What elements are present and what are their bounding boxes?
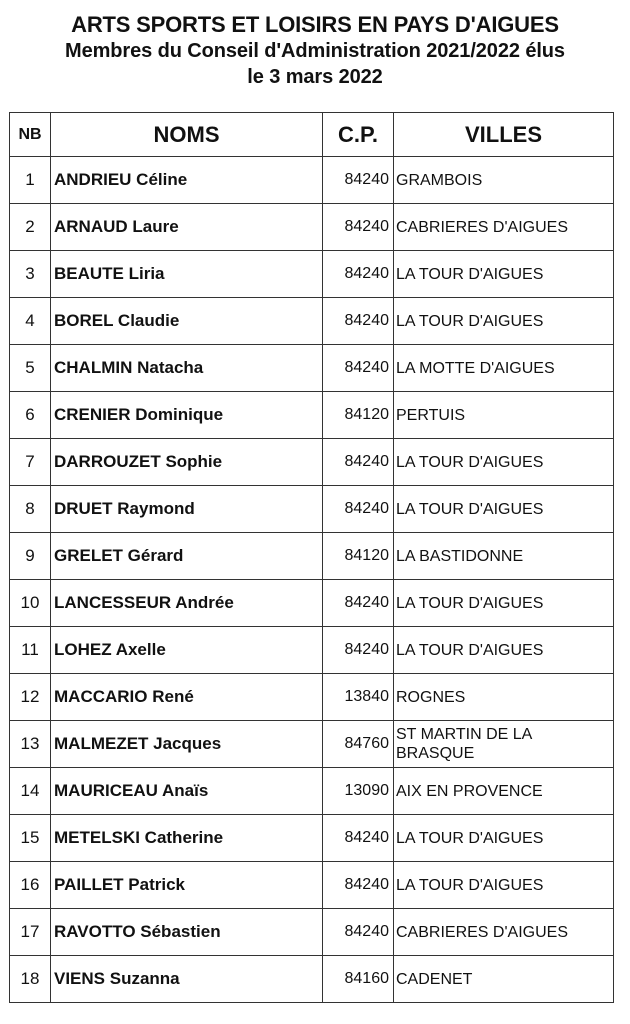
row-nom: DRUET Raymond bbox=[51, 486, 323, 533]
row-nb: 9 bbox=[10, 533, 51, 580]
header-noms: NOMS bbox=[51, 113, 323, 157]
table-row bbox=[10, 204, 614, 251]
row-ville: LA TOUR D'AIGUES bbox=[394, 580, 614, 627]
row-cp: 84240 bbox=[323, 345, 394, 392]
row-nom: METELSKI Catherine bbox=[51, 815, 323, 862]
table-row bbox=[10, 392, 614, 439]
row-ville: AIX EN PROVENCE bbox=[394, 768, 614, 815]
row-nom: BEAUTE Liria bbox=[51, 251, 323, 298]
row-cp: 84240 bbox=[323, 204, 394, 251]
row-nom: VIENS Suzanna bbox=[51, 956, 323, 1003]
row-cp: 84240 bbox=[323, 580, 394, 627]
header-villes: VILLES bbox=[394, 113, 614, 157]
row-cp: 84240 bbox=[323, 486, 394, 533]
row-ville: CABRIERES D'AIGUES bbox=[394, 909, 614, 956]
row-cp: 84120 bbox=[323, 392, 394, 439]
table-row bbox=[10, 533, 614, 580]
row-ville: LA TOUR D'AIGUES bbox=[394, 251, 614, 298]
row-nom: MALMEZET Jacques bbox=[51, 721, 323, 768]
row-ville: LA TOUR D'AIGUES bbox=[394, 486, 614, 533]
row-nb: 7 bbox=[10, 439, 51, 486]
row-cp: 84240 bbox=[323, 298, 394, 345]
row-ville: PERTUIS bbox=[394, 392, 614, 439]
row-nb: 8 bbox=[10, 486, 51, 533]
row-ville: CADENET bbox=[394, 956, 614, 1003]
row-nb: 11 bbox=[10, 627, 51, 674]
table-row bbox=[10, 768, 614, 815]
table-row bbox=[10, 580, 614, 627]
table-row bbox=[10, 909, 614, 956]
row-nb: 5 bbox=[10, 345, 51, 392]
table-row bbox=[10, 298, 614, 345]
row-ville: LA TOUR D'AIGUES bbox=[394, 627, 614, 674]
row-ville: LA TOUR D'AIGUES bbox=[394, 439, 614, 486]
row-nom: CRENIER Dominique bbox=[51, 392, 323, 439]
header-cp: C.P. bbox=[323, 113, 394, 157]
row-nb: 10 bbox=[10, 580, 51, 627]
row-nb: 17 bbox=[10, 909, 51, 956]
row-cp: 84240 bbox=[323, 627, 394, 674]
row-nb: 3 bbox=[10, 251, 51, 298]
table-header-row bbox=[10, 113, 614, 157]
table-row bbox=[10, 251, 614, 298]
table-row bbox=[10, 439, 614, 486]
table-row bbox=[10, 157, 614, 204]
row-nom: MAURICEAU Anaïs bbox=[51, 768, 323, 815]
row-nom: GRELET Gérard bbox=[51, 533, 323, 580]
row-nom: DARROUZET Sophie bbox=[51, 439, 323, 486]
row-cp: 84240 bbox=[323, 251, 394, 298]
table-row bbox=[10, 956, 614, 1003]
row-nb: 14 bbox=[10, 768, 51, 815]
table-row bbox=[10, 815, 614, 862]
row-nb: 16 bbox=[10, 862, 51, 909]
row-ville: CABRIERES D'AIGUES bbox=[394, 204, 614, 251]
table-row bbox=[10, 721, 614, 768]
table-row bbox=[10, 627, 614, 674]
row-nom: CHALMIN Natacha bbox=[51, 345, 323, 392]
row-nom: LOHEZ Axelle bbox=[51, 627, 323, 674]
row-cp: 84240 bbox=[323, 439, 394, 486]
row-ville: GRAMBOIS bbox=[394, 157, 614, 204]
table-row bbox=[10, 674, 614, 721]
row-nb: 6 bbox=[10, 392, 51, 439]
row-nb: 13 bbox=[10, 721, 51, 768]
row-ville: ROGNES bbox=[394, 674, 614, 721]
row-cp: 13090 bbox=[323, 768, 394, 815]
row-nom: LANCESSEUR Andrée bbox=[51, 580, 323, 627]
row-ville: LA TOUR D'AIGUES bbox=[394, 298, 614, 345]
row-nb: 18 bbox=[10, 956, 51, 1003]
row-cp: 13840 bbox=[323, 674, 394, 721]
row-ville: LA BASTIDONNE bbox=[394, 533, 614, 580]
document-subtitle-line2: le 3 mars 2022 bbox=[247, 66, 383, 88]
row-ville: LA MOTTE D'AIGUES bbox=[394, 345, 614, 392]
row-ville: ST MARTIN DE LA BRASQUE bbox=[394, 721, 614, 768]
row-nom: BOREL Claudie bbox=[51, 298, 323, 345]
row-nom: MACCARIO René bbox=[51, 674, 323, 721]
row-nom: ANDRIEU Céline bbox=[51, 157, 323, 204]
row-nb: 1 bbox=[10, 157, 51, 204]
row-nb: 4 bbox=[10, 298, 51, 345]
row-cp: 84240 bbox=[323, 909, 394, 956]
row-nom: PAILLET Patrick bbox=[51, 862, 323, 909]
members-table bbox=[9, 112, 614, 1003]
document-header bbox=[0, 12, 630, 90]
table-row bbox=[10, 486, 614, 533]
row-cp: 84240 bbox=[323, 862, 394, 909]
row-cp: 84760 bbox=[323, 721, 394, 768]
row-cp: 84120 bbox=[323, 533, 394, 580]
row-ville: LA TOUR D'AIGUES bbox=[394, 815, 614, 862]
row-cp: 84240 bbox=[323, 157, 394, 204]
row-ville: LA TOUR D'AIGUES bbox=[394, 862, 614, 909]
row-nom: ARNAUD Laure bbox=[51, 204, 323, 251]
document-title: ARTS SPORTS ET LOISIRS EN PAYS D'AIGUES bbox=[71, 12, 559, 37]
row-nb: 15 bbox=[10, 815, 51, 862]
row-cp: 84160 bbox=[323, 956, 394, 1003]
table-row bbox=[10, 345, 614, 392]
header-nb: NB bbox=[10, 113, 51, 157]
row-nom: RAVOTTO Sébastien bbox=[51, 909, 323, 956]
table-row bbox=[10, 862, 614, 909]
document-subtitle-line1: Membres du Conseil d'Administration 2021/2022 élus bbox=[65, 40, 565, 62]
row-nb: 2 bbox=[10, 204, 51, 251]
row-nb: 12 bbox=[10, 674, 51, 721]
row-cp: 84240 bbox=[323, 815, 394, 862]
